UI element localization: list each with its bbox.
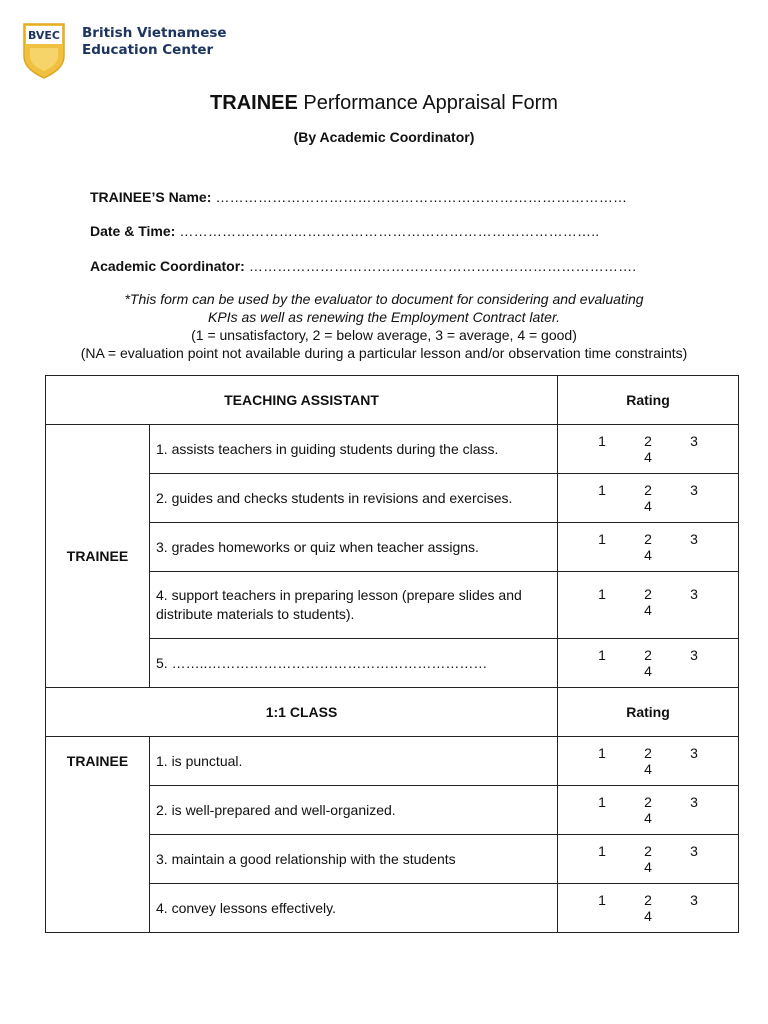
field-label: TRAINEE’S Name:: [90, 189, 212, 205]
page-title: [0, 92, 768, 115]
criterion: 1. assists teachers in guiding students during the class.: [150, 425, 558, 474]
rating-3[interactable]: 3: [690, 433, 698, 449]
brand-line-1: British Vietnamese: [82, 25, 227, 41]
rating-3[interactable]: 3: [690, 794, 698, 810]
rating-4[interactable]: 4: [644, 449, 652, 465]
logo: [22, 22, 66, 85]
row-label: TRAINEE: [46, 737, 150, 933]
rating-2[interactable]: 2: [644, 843, 652, 859]
rating-options[interactable]: [558, 786, 739, 835]
rating-3[interactable]: 3: [690, 531, 698, 547]
table-row: [46, 639, 739, 688]
section-header: 1:1 CLASS: [46, 688, 558, 737]
rating-1[interactable]: 1: [598, 843, 606, 859]
field-label: Academic Coordinator:: [90, 258, 245, 274]
rating-3[interactable]: 3: [690, 745, 698, 761]
rating-1[interactable]: 1: [598, 531, 606, 547]
rating-3[interactable]: 3: [690, 892, 698, 908]
note-line-3: (1 = unsatisfactory, 2 = below average, 3 = average, 4 = good): [191, 327, 577, 343]
rating-3[interactable]: 3: [690, 843, 698, 859]
rating-4[interactable]: 4: [644, 908, 652, 924]
table-row: [46, 884, 739, 933]
rating-3[interactable]: 3: [690, 586, 698, 602]
row-label: TRAINEE: [46, 425, 150, 688]
criterion: 1. is punctual.: [150, 737, 558, 786]
rating-2[interactable]: 2: [644, 745, 652, 761]
rating-2[interactable]: 2: [644, 647, 652, 663]
note-line-4: (NA = evaluation point not available during a particular lesson and/or observation time constraints): [80, 345, 688, 361]
rating-options[interactable]: [558, 572, 739, 639]
criterion: 5. ……..……………………………………………………: [150, 639, 558, 688]
criterion: 4. support teachers in preparing lesson (prepare slides and distribute materials to students).: [150, 572, 558, 639]
rating-header: Rating: [558, 688, 739, 737]
field-dots: ……………………………………………………………………………..: [175, 223, 600, 239]
table-row: [46, 523, 739, 572]
rating-4[interactable]: 4: [644, 602, 652, 618]
field-dots: ……………………………………………………………………………: [211, 189, 628, 205]
criterion: 4. convey lessons effectively.: [150, 884, 558, 933]
rating-1[interactable]: 1: [598, 482, 606, 498]
page-subtitle: (By Academic Coordinator): [293, 129, 475, 145]
note-line-1: *This form can be used by the evaluator to document for considering and evaluating: [124, 291, 644, 307]
rating-2[interactable]: 2: [644, 892, 652, 908]
table-row: [46, 786, 739, 835]
rating-options[interactable]: [558, 425, 739, 474]
rating-options[interactable]: [558, 474, 739, 523]
shield-logo-icon: [22, 22, 66, 80]
logo-text: BVEC: [27, 29, 61, 42]
instructions-note: [0, 290, 768, 362]
rating-2[interactable]: 2: [644, 586, 652, 602]
title-rest: Performance Appraisal Form: [297, 92, 558, 114]
rating-1[interactable]: 1: [598, 794, 606, 810]
table-row: [46, 835, 739, 884]
date-time-field[interactable]: [90, 223, 599, 239]
rating-3[interactable]: 3: [690, 482, 698, 498]
field-dots: ……………………………………………………………………….: [244, 258, 637, 274]
rating-4[interactable]: 4: [644, 498, 652, 514]
section-header-row: [46, 688, 739, 737]
rating-2[interactable]: 2: [644, 531, 652, 547]
table-row: [46, 737, 739, 786]
rating-1[interactable]: 1: [598, 586, 606, 602]
table-row: [46, 572, 739, 639]
rating-3[interactable]: 3: [690, 647, 698, 663]
rating-4[interactable]: 4: [644, 761, 652, 777]
rating-options[interactable]: [558, 884, 739, 933]
title-bold: TRAINEE: [210, 92, 298, 114]
rating-options[interactable]: [558, 523, 739, 572]
academic-coordinator-field[interactable]: [90, 258, 636, 274]
rating-2[interactable]: 2: [644, 482, 652, 498]
rating-2[interactable]: 2: [644, 794, 652, 810]
rating-1[interactable]: 1: [598, 745, 606, 761]
rating-2[interactable]: 2: [644, 433, 652, 449]
criterion: 2. guides and checks students in revisions and exercises.: [150, 474, 558, 523]
section-header-row: [46, 376, 739, 425]
rating-header: Rating: [558, 376, 739, 425]
criterion: 3. maintain a good relationship with the students: [150, 835, 558, 884]
criterion: 2. is well-prepared and well-organized.: [150, 786, 558, 835]
trainee-name-field[interactable]: [90, 189, 627, 205]
rating-4[interactable]: 4: [644, 663, 652, 679]
rating-1[interactable]: 1: [598, 433, 606, 449]
rating-4[interactable]: 4: [644, 859, 652, 875]
brand-name: [82, 25, 227, 59]
table-row: [46, 474, 739, 523]
rating-4[interactable]: 4: [644, 547, 652, 563]
appraisal-table: [45, 375, 739, 933]
field-label: Date & Time:: [90, 223, 176, 239]
rating-options[interactable]: [558, 835, 739, 884]
rating-1[interactable]: 1: [598, 647, 606, 663]
rating-1[interactable]: 1: [598, 892, 606, 908]
note-line-2: KPIs as well as renewing the Employment Contract later.: [208, 309, 560, 325]
rating-options[interactable]: [558, 737, 739, 786]
brand-line-2: Education Center: [82, 42, 214, 58]
table-row: [46, 425, 739, 474]
rating-options[interactable]: [558, 639, 739, 688]
rating-4[interactable]: 4: [644, 810, 652, 826]
criterion: 3. grades homeworks or quiz when teacher assigns.: [150, 523, 558, 572]
section-header: TEACHING ASSISTANT: [46, 376, 558, 425]
